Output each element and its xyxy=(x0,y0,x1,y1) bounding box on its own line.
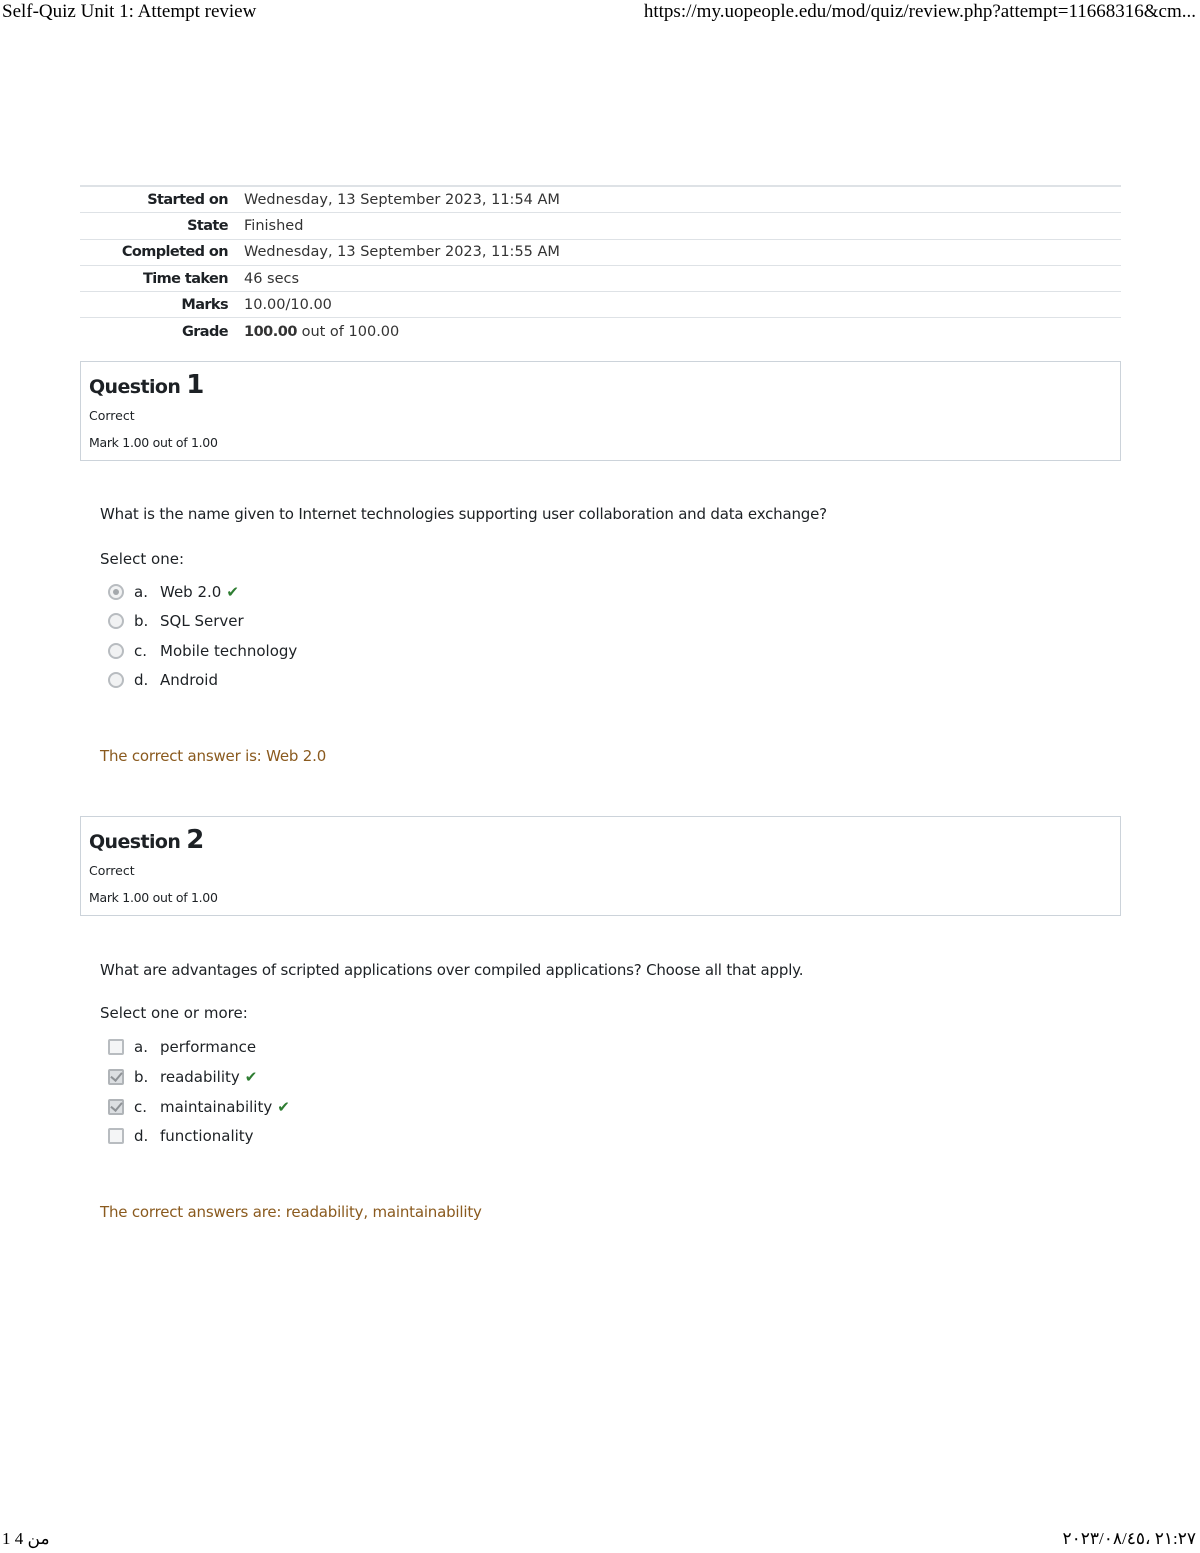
grade-out-of: out of 100.00 xyxy=(301,323,400,340)
summary-value: Wednesday, 13 September 2023, 11:55 AM xyxy=(244,244,560,261)
summary-value: Wednesday, 13 September 2023, 11:54 AM xyxy=(244,191,560,208)
summary-label: Completed on xyxy=(121,244,228,261)
question-text: What are advantages of scripted applications over compiled applications? Choose all that apply. xyxy=(100,961,804,979)
answer-label: performance xyxy=(160,1038,257,1056)
answer-label: functionality xyxy=(160,1127,254,1145)
answer-option[interactable] xyxy=(108,642,297,660)
page-number: 1 من 4 xyxy=(2,1529,50,1548)
answer-label: Web 2.0 xyxy=(160,583,222,601)
answer-option[interactable] xyxy=(108,583,239,601)
question-info-box xyxy=(80,361,1121,461)
attempt-summary-table xyxy=(80,185,1121,345)
check-mark-icon: ✔ xyxy=(244,1068,258,1086)
answer-letter: c. xyxy=(134,642,148,660)
summary-label: Started on xyxy=(147,191,228,208)
summary-row-marks xyxy=(80,292,1121,318)
summary-row-time-taken xyxy=(80,266,1121,292)
answer-prompt: Select one or more: xyxy=(100,1004,248,1022)
answer-prompt: Select one: xyxy=(100,550,185,568)
summary-label: Marks xyxy=(181,296,228,313)
summary-label: State xyxy=(187,217,228,234)
print-footer xyxy=(0,1527,1200,1553)
question-word: Question xyxy=(89,376,181,398)
question-title xyxy=(89,825,204,855)
checkbox[interactable] xyxy=(108,1099,124,1115)
summary-label: Grade xyxy=(181,323,228,340)
answer-letter: a. xyxy=(134,583,148,601)
checkbox[interactable] xyxy=(108,1069,124,1085)
answer-letter: d. xyxy=(134,671,149,689)
answer-letter: a. xyxy=(134,1038,148,1056)
question-mark: Mark 1.00 out of 1.00 xyxy=(89,890,218,905)
summary-row-state xyxy=(80,213,1121,239)
answer-letter: d. xyxy=(134,1127,149,1145)
checkbox[interactable] xyxy=(108,1128,124,1144)
print-header xyxy=(0,0,1200,28)
check-mark-icon: ✔ xyxy=(277,1098,290,1116)
question-state: Correct xyxy=(89,408,135,423)
radio-button[interactable] xyxy=(108,613,124,629)
answer-option[interactable] xyxy=(108,1068,257,1086)
answer-label: Android xyxy=(160,671,218,689)
question-mark: Mark 1.00 out of 1.00 xyxy=(89,435,218,450)
summary-label: Time taken xyxy=(143,270,228,287)
question-title xyxy=(89,370,204,400)
print-datetime: ٢١:٢٧ ،٢٠٢٣/٠٨/٤٥ xyxy=(1062,1529,1196,1548)
checkbox[interactable] xyxy=(108,1039,124,1055)
answer-letter: b. xyxy=(134,1068,149,1086)
question-text: What is the name given to Internet technologies supporting user collaboration and data exchange? xyxy=(100,505,827,523)
answer-label: maintainability xyxy=(160,1098,273,1116)
check-mark-icon: ✔ xyxy=(226,583,239,601)
correct-answer-feedback: The correct answer is: Web 2.0 xyxy=(100,747,327,765)
grade-score: 100.00 xyxy=(244,323,297,340)
summary-row-grade xyxy=(80,318,1121,344)
summary-row-completed xyxy=(80,240,1121,266)
radio-button[interactable] xyxy=(108,584,124,600)
summary-value: 46 secs xyxy=(244,270,300,287)
question-info-box xyxy=(80,816,1121,916)
question-word: Question xyxy=(89,831,181,853)
correct-answer-feedback: The correct answers are: readability, maintainability xyxy=(100,1203,482,1221)
answer-letter: c. xyxy=(134,1098,148,1116)
answer-option[interactable] xyxy=(108,1038,256,1056)
answer-option[interactable] xyxy=(108,671,218,689)
question-number: 2 xyxy=(186,825,204,855)
summary-value xyxy=(228,324,399,340)
page-title: Self-Quiz Unit 1: Attempt review xyxy=(2,1,257,22)
answer-option[interactable] xyxy=(108,612,244,630)
answer-option[interactable] xyxy=(108,1098,290,1116)
answer-label: Mobile technology xyxy=(160,642,298,660)
page-url: https://my.uopeople.edu/mod/quiz/review.php?attempt=11668316&cm... xyxy=(643,1,1196,22)
summary-value: 10.00/10.00 xyxy=(244,296,332,313)
summary-value: Finished xyxy=(244,217,304,234)
summary-row-started xyxy=(80,187,1121,213)
radio-button[interactable] xyxy=(108,643,124,659)
answer-label: SQL Server xyxy=(160,612,244,630)
answer-option[interactable] xyxy=(108,1127,254,1145)
answer-letter: b. xyxy=(134,612,149,630)
question-number: 1 xyxy=(186,370,204,400)
answer-label: readability xyxy=(160,1068,240,1086)
radio-button[interactable] xyxy=(108,672,124,688)
question-state: Correct xyxy=(89,863,135,878)
